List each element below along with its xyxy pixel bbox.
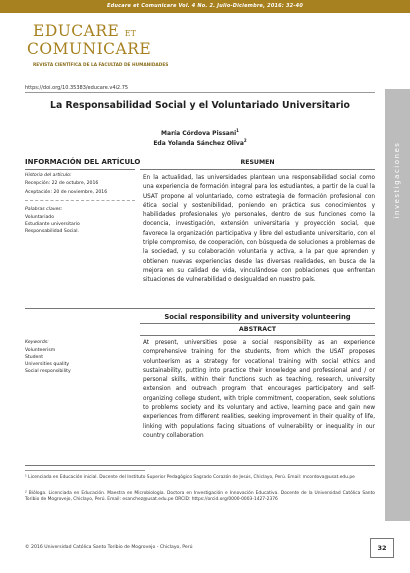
- footnote-rule: [25, 470, 145, 471]
- divider: [25, 465, 375, 466]
- keyword-es: Estudiante universitario: [25, 222, 80, 227]
- author-2: [25, 138, 375, 147]
- divider: [25, 200, 135, 201]
- section-side-label: investigaciones: [393, 141, 401, 219]
- keywords-es-label: Palabras claves:: [25, 207, 63, 212]
- divider: [140, 169, 375, 170]
- author-1-mark: 1: [236, 128, 239, 133]
- keyword-en: Universities quality: [25, 362, 70, 367]
- history-label: Historia del artículo:: [25, 173, 72, 178]
- footnote-1: ¹ Licenciada en Educación inicial. Docente del Instituto Superior Pedagógico Sagrado Corazón de Jesús, Chiclayo, Perú. Email: mcordova@usat.edu.pe: [25, 475, 355, 480]
- keywords-es-list: [25, 214, 80, 235]
- keyword-en: Student: [25, 355, 44, 360]
- divider: [140, 335, 375, 336]
- article-title: La Responsabilidad Social y el Voluntariado Universitario: [50, 100, 350, 111]
- keyword-en: Social responsibility: [25, 369, 71, 374]
- divider: [140, 323, 375, 324]
- divider: [25, 308, 375, 309]
- journal-logo-line2: COMUNICARE: [27, 40, 152, 58]
- author-1: [25, 128, 375, 137]
- journal-citation-line: Educare et Comunicare Vol. 4 No. 2. Julio-Diciembre, 2016: 32-40: [106, 3, 303, 9]
- abstract-heading: ABSTRACT: [238, 326, 277, 333]
- english-title: Social responsibility and university volunteering: [164, 313, 351, 321]
- accepted-date: Aceptación: 20 de noviembre, 2016: [25, 190, 108, 195]
- keywords-en-label: Keywords:: [25, 340, 49, 345]
- journal-header-bar: [0, 0, 410, 13]
- received-date: Recepción: 22 de octubre, 2016: [25, 181, 99, 186]
- page-number: 32: [370, 538, 394, 558]
- copyright-notice: © 2016 Universidad Católica Santo Toribio de Mogrovejo - Chiclayo, Perú: [25, 545, 193, 550]
- author-2-name: Eda Yolanda Sánchez Oliva: [153, 140, 244, 147]
- article-info-heading: INFORMACIÓN DEL ARTÍCULO: [25, 158, 141, 166]
- keyword-es: Voluntariado: [25, 215, 55, 220]
- resumen-text: En la actualidad, las universidades plantean una responsabilidad social como una experiencia de formación integral para los estudiantes, a partir de la cual la USAT propone al voluntariado, como estrategia de formación profesional con ética social y sostenibilidad, poniendo en práctica sus conocimientos y habilidades profesionales y/o personales, dentro de sus funciones como la docencia, investigación, extensión universitaria y proyección social, que favorece la organización participativa y libre del estudiante universitario, con el triple compromiso, de cooperación, con búsqueda de soluciones a problemas de la sociedad, y su colaboración voluntaria y activa, a la par que aprenden y obtienen nuevas experiencias desde las diversas realidades, en busca de la mejora en su calidad de vida, vinculándose con poblaciones que enfrentan situaciones de vulnerabilidad o desigualdad en nuestro país.: [143, 175, 375, 284]
- journal-logo-subtitle: REVISTA CIENTÍFICA DE LA FACULTAD DE HUMANIDADES: [33, 63, 169, 68]
- logo-word-educare: EDUCARE: [33, 22, 120, 40]
- divider: [25, 169, 135, 170]
- journal-logo-line1: [33, 22, 136, 40]
- header-divider: [25, 92, 375, 93]
- resumen-heading: RESUMEN: [240, 159, 275, 166]
- section-side-label-box: [384, 100, 410, 260]
- footnote-2: ² Bióloga. Licenciada en Educación. Maestra en Microbiología. Doctora en Investigación e Innovación Educativa. Docente de la Universidad Católica Santo Toribio de Mogrovejo, Chiclayo, Perú. Email: esanchez@usat.edu.pe ORCID: https://orcid.org/0000-0003-1427-2376: [25, 491, 375, 503]
- author-1-name: María Córdova Pissani: [161, 130, 237, 137]
- logo-word-et: ET: [124, 29, 136, 38]
- keyword-en: Volunteerism: [25, 348, 56, 353]
- abstract-text: At present, universities pose a social responsibility as an experience comprehensive training for the students, from which the USAT proposes volunteerism as a strategy for vocational training with social ethics and sustainability, putting into practice their knowledge and professional and / or personal skills, within their functions such as teaching, research, university extension and outreach program that encourages participatory and self-organizing college student, with triple commitment, cooperation, seek solutions to problems society and its voluntary and active, learning pace and gain new experiences from different realities, seeking improvement in their quality of life, linking with populations facing situations of vulnerability or inequality in our country collaboration: [143, 340, 375, 439]
- doi-link[interactable]: https://doi.org/10.35383/educare.v4i2.75: [25, 85, 129, 91]
- keywords-en-list: [25, 347, 71, 375]
- keyword-es: Responsabilidad Social.: [25, 229, 79, 234]
- author-2-mark: 2: [243, 138, 247, 143]
